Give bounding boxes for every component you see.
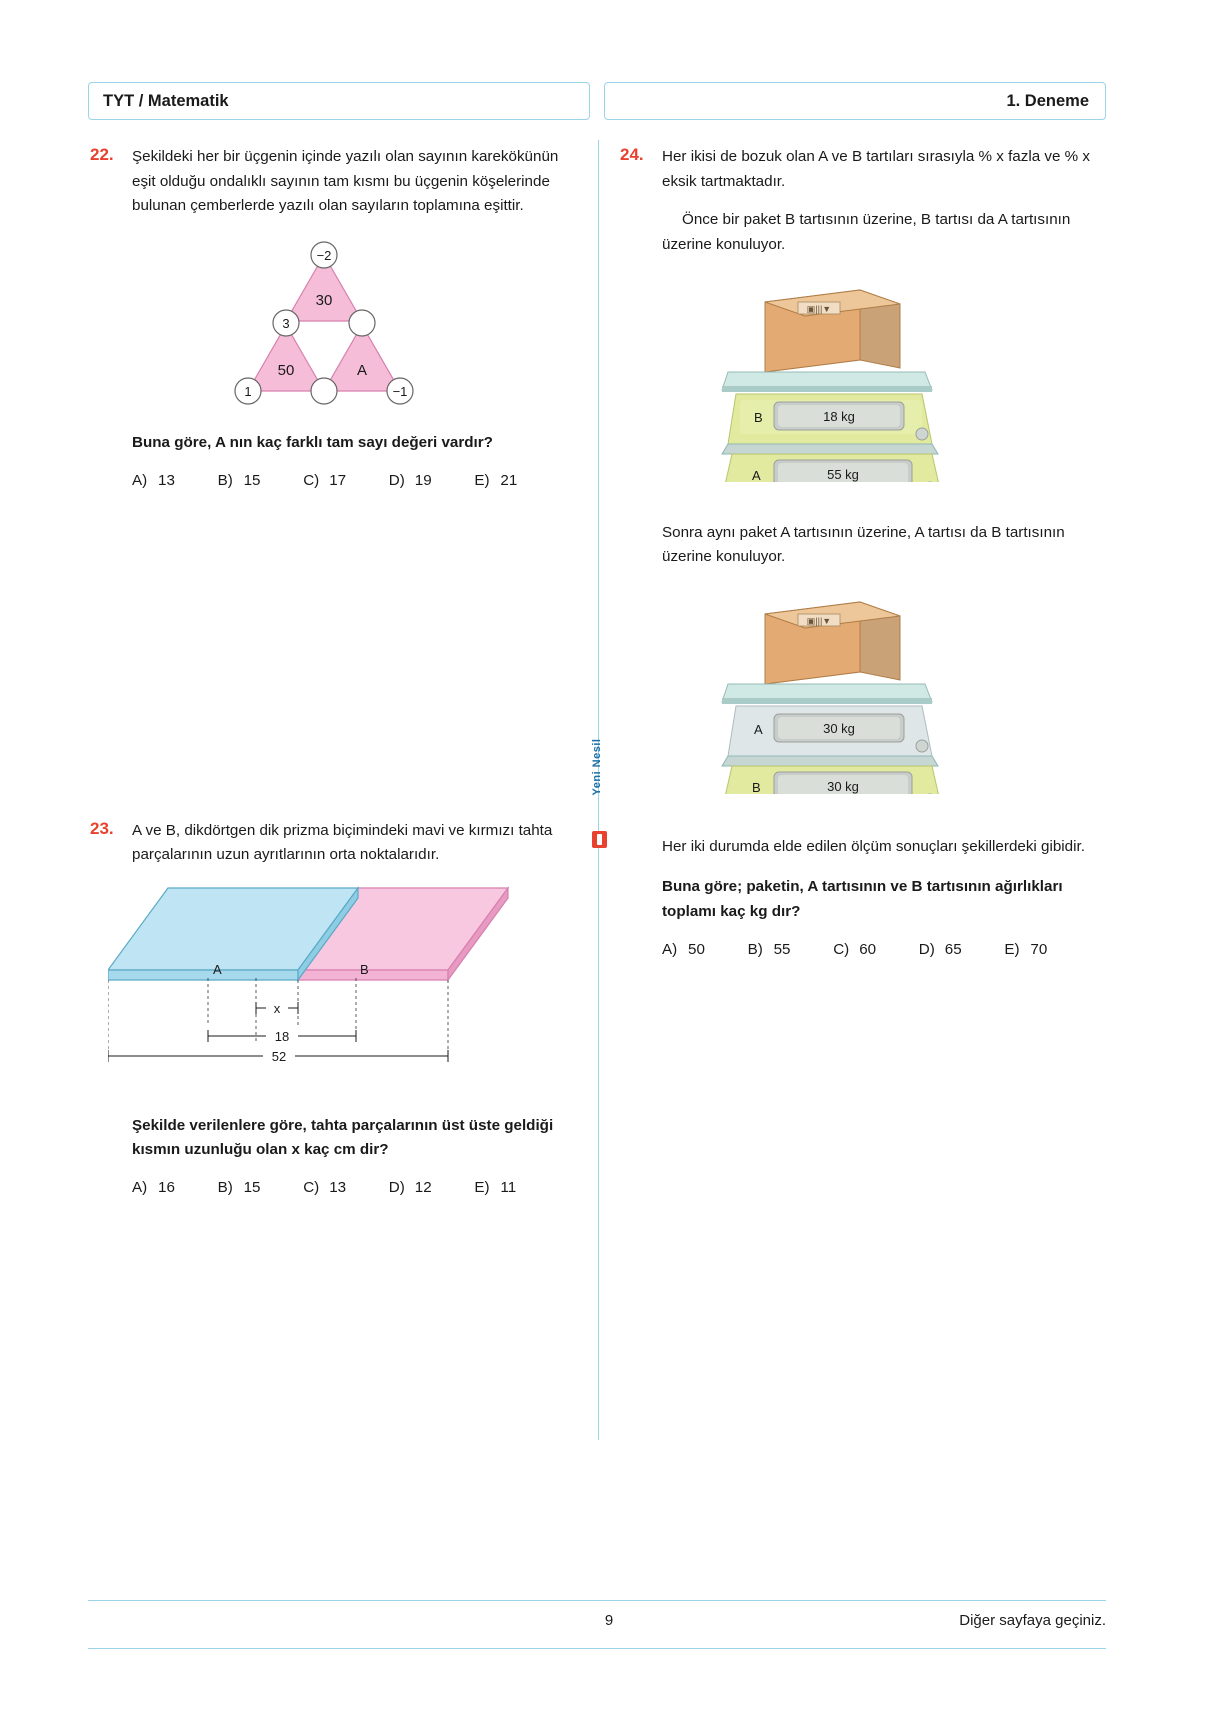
- question-24-figure-1: [620, 272, 1090, 487]
- svg-text:18: 18: [274, 1028, 290, 1044]
- svg-text:▣|||▼: ▣|||▼: [806, 615, 832, 626]
- svg-text:−2: −2: [316, 247, 332, 263]
- header-exam: 1. Deneme: [1006, 91, 1089, 110]
- choice-a[interactable]: [132, 1179, 218, 1196]
- choice-a[interactable]: [132, 472, 218, 489]
- choice-a-letter: A): [132, 471, 148, 489]
- choice-c[interactable]: [303, 472, 389, 489]
- footer-divider-bottom: [88, 1648, 1106, 1649]
- footer-note: Diğer sayfaya geçiniz.: [959, 1612, 1106, 1629]
- svg-text:x: x: [273, 1000, 281, 1016]
- choice-c[interactable]: [833, 941, 919, 958]
- page-number: 9: [604, 1612, 614, 1629]
- choice-c-value: 13: [329, 1179, 347, 1196]
- question-24-number: 24.: [620, 145, 644, 164]
- choice-a-letter: A): [662, 940, 678, 958]
- svg-text:3: 3: [282, 315, 290, 331]
- svg-text:30: 30: [315, 291, 333, 309]
- svg-text:A: A: [754, 721, 763, 737]
- choice-d-letter: D): [388, 471, 405, 489]
- header-subject-box: [88, 82, 590, 120]
- brand-badge: [586, 738, 612, 855]
- question-24-text3: Sonra aynı paket A tartısının üzerine, A tartısı da B tartısının üzerine konuluyor.: [662, 523, 1065, 566]
- choice-a-letter: A): [132, 1179, 148, 1196]
- choice-c[interactable]: [303, 1179, 389, 1196]
- question-23-choices: [132, 1179, 560, 1196]
- choice-e-letter: E): [1004, 940, 1020, 958]
- choice-b-letter: B): [217, 471, 233, 489]
- choice-e-value: 11: [500, 1179, 517, 1196]
- svg-text:A: A: [356, 361, 368, 379]
- svg-text:▣|||▼: ▣|||▼: [806, 303, 832, 314]
- choice-d-value: 19: [414, 471, 432, 489]
- question-22-number: 22.: [90, 145, 114, 164]
- svg-text:52: 52: [271, 1048, 287, 1064]
- choice-a-value: 16: [158, 1179, 175, 1196]
- choice-c-value: 60: [859, 940, 877, 958]
- choice-a[interactable]: [662, 941, 748, 958]
- choice-e[interactable]: [474, 472, 560, 489]
- overlapping-boards-figure: [108, 878, 528, 1103]
- svg-text:50: 50: [277, 361, 295, 379]
- left-column: [90, 145, 560, 1196]
- choice-c-letter: C): [833, 940, 850, 958]
- triangle-network-figure: [210, 233, 440, 423]
- choice-b-value: 55: [773, 940, 791, 958]
- svg-text:18 kg: 18 kg: [823, 408, 855, 424]
- choice-e-value: 21: [500, 471, 518, 489]
- header-exam-box: [604, 82, 1106, 120]
- question-23-prompt: Şekilde verilenlere göre, tahta parçalarının üst üste geldiği kısmın uzunluğu olan x kaç cm dir?: [132, 1116, 554, 1159]
- header-subject: TYT / Matematik: [103, 91, 229, 110]
- choice-e-letter: E): [474, 1179, 490, 1196]
- choice-d-letter: D): [918, 940, 935, 958]
- question-22-prompt: Buna göre, A nın kaç farklı tam sayı değeri vardır?: [132, 433, 493, 451]
- footer-divider-top: [88, 1600, 1106, 1601]
- stacked-scales-figure-2: [710, 584, 970, 794]
- choice-b-value: 15: [243, 1179, 261, 1196]
- question-23: [90, 819, 560, 1197]
- svg-text:30 kg: 30 kg: [823, 720, 855, 736]
- question-24-figure-2: [620, 584, 1090, 799]
- choice-a-value: 13: [158, 471, 175, 489]
- question-24: [620, 145, 1090, 958]
- choice-d-letter: D): [388, 1179, 405, 1196]
- choice-d-value: 65: [944, 940, 962, 958]
- choice-b[interactable]: [748, 941, 834, 958]
- question-24-text2: Önce bir paket B tartısının üzerine, B tartısı da A tartısının üzerine konuluyor.: [662, 211, 1071, 253]
- question-22-figure: [90, 233, 560, 423]
- svg-text:−1: −1: [392, 383, 408, 399]
- question-23-text: A ve B, dikdörtgen dik prizma biçimindeki mavi ve kırmızı tahta parçalarının uzun ayrıtlarının orta noktalarıdır.: [132, 821, 553, 864]
- choice-e-letter: E): [474, 471, 490, 489]
- choice-b-value: 15: [243, 471, 261, 489]
- question-24-text: Her ikisi de bozuk olan A ve B tartıları sırasıyla % x fazla ve % x eksik tartmaktadır.: [662, 148, 1090, 190]
- choice-d-value: 12: [414, 1179, 432, 1196]
- choice-d[interactable]: [389, 1179, 475, 1196]
- svg-text:A: A: [752, 467, 761, 482]
- stacked-scales-figure-1: [710, 272, 970, 482]
- choice-c-letter: C): [303, 1179, 320, 1196]
- svg-text:B: B: [360, 961, 369, 977]
- choice-e[interactable]: [1004, 941, 1090, 958]
- svg-text:55 kg: 55 kg: [827, 466, 859, 482]
- svg-text:B: B: [754, 409, 763, 425]
- choice-d[interactable]: [389, 472, 475, 489]
- question-22-text: Şekildeki her bir üçgenin içinde yazılı olan sayının karekökünün eşit olduğu ondalıklı sayının tam kısmı bu üçgenin köşelerinde bulunan çemberlerde yazılı olan sayıların toplamına eşittir.: [132, 148, 559, 215]
- choice-e[interactable]: [474, 1179, 560, 1196]
- choice-b-letter: B): [217, 1179, 233, 1196]
- brand-label: Yeni Nesil: [591, 738, 603, 796]
- choice-e-value: 70: [1030, 940, 1048, 958]
- question-24-text4: Her iki durumda elde edilen ölçüm sonuçları şekillerdeki gibidir.: [662, 837, 1085, 855]
- choice-a-value: 50: [688, 940, 705, 958]
- page-header: [88, 82, 1106, 120]
- choice-b[interactable]: [218, 472, 304, 489]
- svg-text:30 kg: 30 kg: [827, 778, 859, 794]
- choice-b-letter: B): [747, 940, 763, 958]
- choice-b[interactable]: [218, 1179, 304, 1196]
- svg-text:A: A: [213, 961, 222, 977]
- question-22: [90, 145, 560, 489]
- svg-text:B: B: [752, 779, 761, 794]
- brand-logo-icon: [592, 831, 607, 848]
- svg-text:1: 1: [244, 383, 252, 399]
- question-24-prompt: Buna göre; paketin, A tartısının ve B tartısının ağırlıkları toplamı kaç kg dır?: [662, 878, 1063, 920]
- choice-c-value: 17: [329, 471, 347, 489]
- right-column: [620, 145, 1090, 958]
- question-24-choices: [662, 941, 1090, 958]
- question-23-figure: [90, 878, 560, 1108]
- choice-c-letter: C): [303, 471, 320, 489]
- choice-d[interactable]: [919, 941, 1005, 958]
- question-22-choices: [132, 472, 560, 489]
- question-23-number: 23.: [90, 818, 114, 838]
